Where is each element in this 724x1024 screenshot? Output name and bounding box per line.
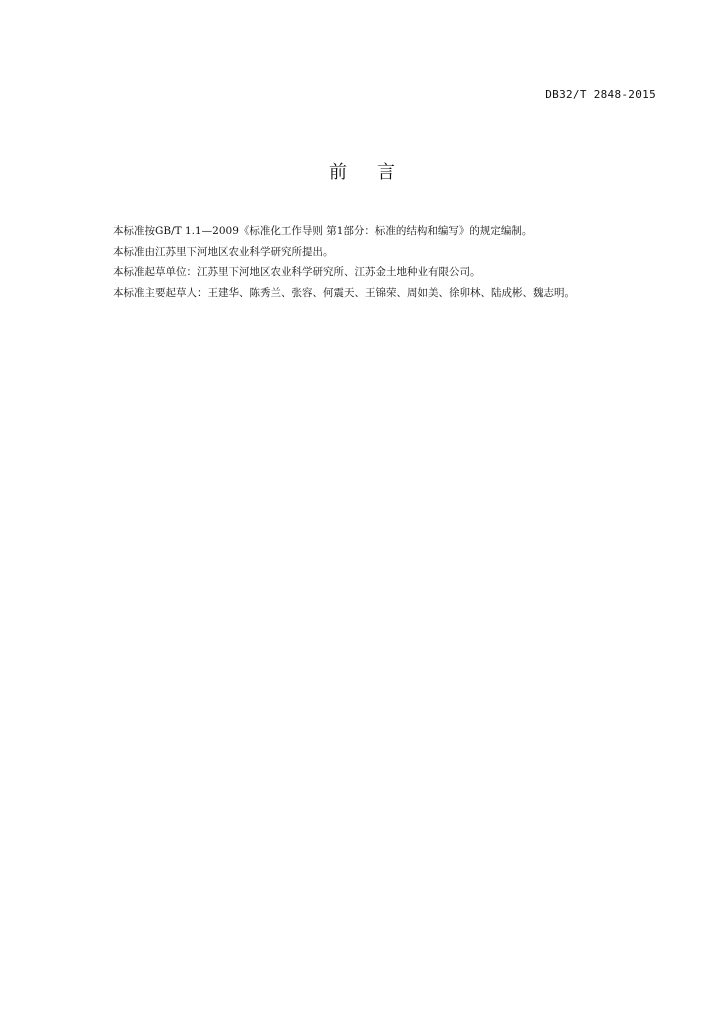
paragraph-proposer: 本标准由江苏里下河地区农业科学研究所提出。 [113, 245, 334, 258]
page-title [0, 158, 724, 184]
paragraph-drafters: 本标准主要起草人：王建华、陈秀兰、张容、何震天、王锦荣、周如美、徐卯林、陆成彬、魏志明。 [113, 286, 575, 299]
standard-code: DB32/T 2848-2015 [545, 88, 656, 101]
foreword-body [113, 221, 673, 303]
title-char-2: 言 [377, 162, 395, 183]
title-char-1: 前 [329, 162, 347, 183]
paragraph-drafting-units: 本标准起草单位：江苏里下河地区农业科学研究所、江苏金土地种业有限公司。 [113, 266, 481, 278]
paragraph-drafting-rules: 本标准按GB/T 1.1—2009《标准化工作导则 第1部分：标准的结构和编写》的规定编制。 [113, 225, 533, 237]
